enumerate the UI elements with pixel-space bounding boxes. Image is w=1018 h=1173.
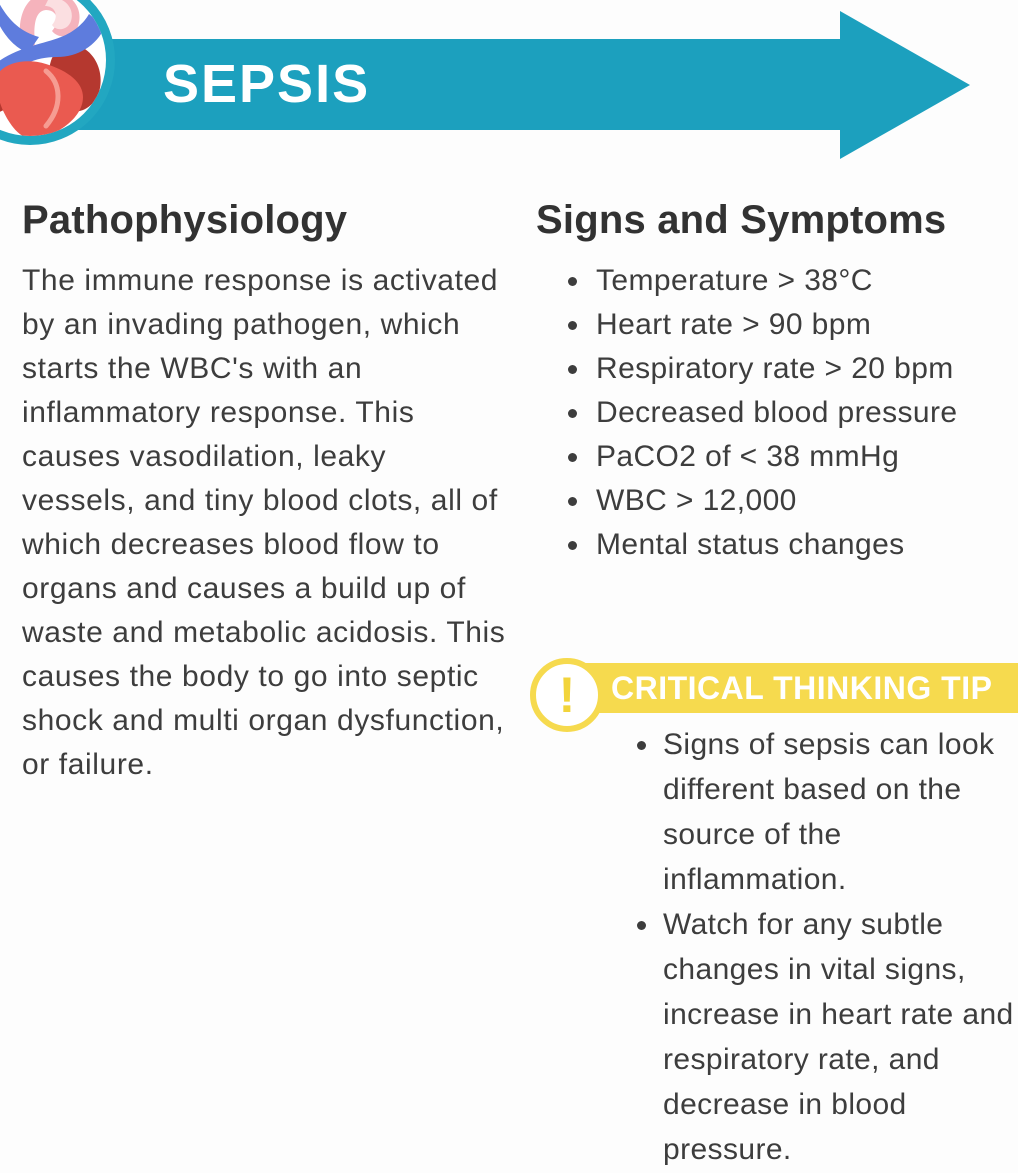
tip-item: Signs of sepsis can look different based on the source of the inflammation. bbox=[637, 722, 1015, 902]
tip-label: CRITICAL THINKING TIP bbox=[611, 670, 993, 706]
symptom-item: Respiratory rate > 20 bpm bbox=[536, 347, 1018, 391]
banner-arrow-icon bbox=[840, 11, 970, 159]
heart-icon bbox=[0, 0, 115, 145]
signs-section bbox=[536, 198, 1018, 567]
pathophysiology-section bbox=[22, 198, 508, 787]
heart-badge bbox=[0, 0, 115, 145]
tip-item: Watch for any subtle changes in vital signs, increase in heart rate and respiratory rate, and decrease in blood pressure. bbox=[637, 902, 1015, 1172]
symptom-item: PaCO2 of < 38 mmHg bbox=[536, 435, 1018, 479]
pathophysiology-text: The immune response is activated by an invading pathogen, which starts the WBC's with an inflammatory response. This causes vasodilation, leaky vessels, and tiny blood clots, all of which decreases blood flow to organs and causes a build up of waste and metabolic acidosis. This causes the body to go into septic shock and multi organ dysfunction, or failure. bbox=[22, 264, 506, 781]
symptom-item: Temperature > 38°C bbox=[536, 259, 1018, 303]
symptom-item: Decreased blood pressure bbox=[536, 391, 1018, 435]
pathophysiology-heading: Pathophysiology bbox=[22, 198, 348, 242]
exclamation-icon: ! bbox=[530, 658, 604, 732]
symptom-item: WBC > 12,000 bbox=[536, 479, 1018, 523]
signs-heading: Signs and Symptoms bbox=[536, 198, 947, 242]
header-banner bbox=[0, 39, 841, 130]
symptom-item: Heart rate > 90 bpm bbox=[536, 303, 1018, 347]
page-title: SEPSIS bbox=[163, 54, 371, 114]
tip-list bbox=[637, 722, 1015, 1172]
symptom-list bbox=[536, 259, 1018, 567]
symptom-item: Mental status changes bbox=[536, 523, 1018, 567]
